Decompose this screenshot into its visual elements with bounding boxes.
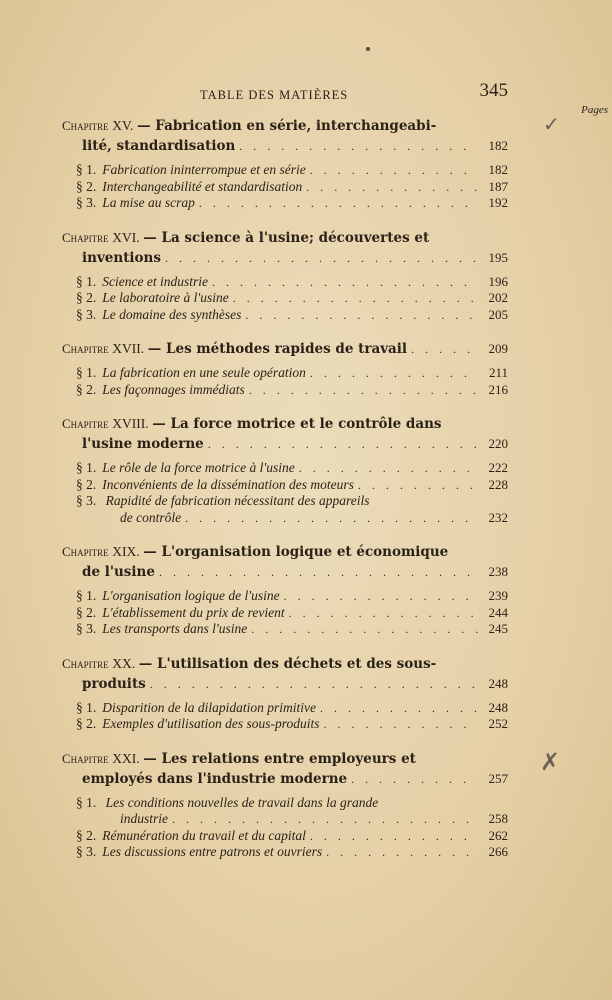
- chapter-entry: [62, 116, 508, 212]
- section-title: Le domaine des synthèses: [102, 306, 242, 322]
- section-entry: [76, 588, 508, 605]
- chapter-title-continued: produits: [82, 675, 146, 692]
- chapter-heading-line: [62, 136, 508, 156]
- section-page: 239: [488, 588, 508, 603]
- leader-dots: [159, 562, 478, 582]
- page-number: 345: [479, 80, 508, 101]
- section-list: [62, 162, 508, 212]
- leader-dots: [249, 382, 478, 399]
- section-entry: [76, 274, 508, 291]
- section-page: 245: [488, 621, 508, 636]
- section-title: Fabrication ininterrompue et en série: [102, 162, 306, 177]
- section-mark: § 3.: [76, 844, 97, 859]
- leader-dots: [358, 477, 478, 494]
- chapter-heading: [62, 228, 508, 268]
- pages-column-label: Pages: [581, 104, 608, 116]
- chapter-number: XX.: [112, 655, 136, 671]
- section-title: Rémunération du travail et du capital: [102, 827, 306, 843]
- chapter-prefix: Chapitre: [62, 341, 109, 356]
- section-mark: § 2.: [76, 716, 97, 731]
- chapter-heading-line: [62, 769, 508, 789]
- section-title: La mise au scrap: [102, 195, 195, 210]
- chapter-title: — La force motrice et le contrôle dans: [152, 416, 442, 432]
- leader-dots: [310, 162, 478, 179]
- section-mark: § 1.: [76, 162, 97, 177]
- leader-dots: [212, 274, 478, 291]
- chapter-heading: [62, 116, 508, 156]
- chapter-title: — Les méthodes rapides de travail: [147, 341, 408, 357]
- chapter-prefix: Chapitre: [62, 544, 109, 559]
- leader-dots: [251, 621, 478, 638]
- section-title: L'établissement du prix de revient: [102, 604, 285, 620]
- chapter-title-continued: de l'usine: [82, 564, 155, 580]
- chapter-heading: [62, 654, 508, 694]
- pencil-check-mark: ✓: [543, 112, 560, 136]
- chapter-prefix: Chapitre: [62, 655, 109, 671]
- chapter-number: XV.: [112, 118, 134, 133]
- chapter-entry: [62, 228, 508, 324]
- section-list: [62, 700, 508, 733]
- chapter-title-continued: employés dans l'industrie moderne: [82, 770, 348, 787]
- chapter-heading-line: [62, 414, 508, 434]
- chapter-page: 220: [488, 436, 508, 451]
- section-title: Les façonnages immédiats: [102, 381, 245, 397]
- section-page: 258: [488, 811, 508, 826]
- chapter-page: 182: [488, 138, 508, 153]
- section-entry: [76, 700, 508, 717]
- section-mark: § 1.: [76, 365, 97, 380]
- leader-dots: [150, 674, 478, 694]
- leader-dots: [306, 179, 478, 196]
- chapter-number: XIX.: [112, 544, 140, 559]
- section-title: Exemples d'utilisation des sous-produits: [102, 716, 320, 731]
- section-entry: [76, 493, 508, 526]
- section-page: 202: [488, 290, 508, 305]
- section-title: Le laboratoire à l'usine: [102, 290, 229, 305]
- chapter-title-continued: inventions: [82, 249, 161, 266]
- section-page: 232: [488, 509, 508, 525]
- leader-dots: [289, 605, 478, 622]
- leader-dots: [199, 195, 478, 212]
- running-title: TABLE DES MATIÈRES: [200, 88, 349, 102]
- section-line: [76, 811, 508, 828]
- chapter-entry: [62, 749, 508, 861]
- chapter-page: 195: [488, 249, 508, 265]
- section-mark: § 3.: [76, 195, 97, 210]
- section-title-continued: industrie: [120, 811, 169, 826]
- section-page: 187: [488, 178, 508, 194]
- chapter-prefix: Chapitre: [62, 118, 109, 133]
- section-entry: [76, 307, 508, 324]
- chapter-number: XVI.: [112, 229, 140, 245]
- chapter-title: — L'organisation logique et économique: [143, 544, 449, 560]
- section-title: Le rôle de la force motrice à l'usine: [102, 460, 295, 475]
- section-entry: [76, 179, 508, 196]
- chapter-page: 209: [488, 341, 508, 356]
- section-entry: [76, 795, 508, 828]
- section-entry: [76, 195, 508, 212]
- leader-dots: [233, 290, 478, 307]
- chapter-title: — La science à l'usine; découvertes et: [143, 229, 430, 246]
- section-mark: § 2.: [76, 476, 97, 492]
- chapter-heading: [62, 542, 508, 582]
- chapter-heading-line: [62, 434, 508, 454]
- chapter-heading: [62, 414, 508, 454]
- chapter-title-continued: l'usine moderne: [82, 436, 204, 452]
- leader-dots: [320, 700, 478, 717]
- chapter-number: XVIII.: [112, 416, 149, 431]
- table-of-contents: [62, 116, 508, 877]
- section-mark: § 2.: [76, 827, 97, 843]
- section-entry: [76, 605, 508, 622]
- chapter-heading-line: [62, 749, 508, 769]
- chapter-heading-line: [62, 674, 508, 694]
- section-list: [62, 274, 508, 324]
- section-page: 192: [488, 195, 508, 210]
- leader-dots: [239, 136, 478, 156]
- chapter-entry: [62, 654, 508, 733]
- section-page: 266: [488, 844, 508, 859]
- section-mark: § 1.: [76, 794, 97, 810]
- leader-dots: [326, 844, 478, 861]
- section-entry: [76, 828, 508, 845]
- pencil-cross-mark: ✗: [540, 748, 561, 776]
- section-title: Les conditions nouvelles de travail dans la grande: [105, 794, 379, 810]
- leader-dots: [411, 339, 478, 359]
- section-page: 196: [488, 273, 508, 289]
- section-entry: [76, 382, 508, 399]
- leader-dots: [310, 365, 478, 382]
- chapter-heading-line: [62, 339, 508, 359]
- leader-dots: [351, 769, 478, 789]
- chapter-heading: [62, 749, 508, 789]
- leader-dots: [299, 460, 478, 477]
- section-title: Science et industrie: [102, 273, 208, 289]
- leader-dots: [245, 307, 478, 324]
- section-mark: § 2.: [76, 604, 97, 620]
- chapter-page: 257: [488, 770, 508, 786]
- section-mark: § 3.: [76, 493, 97, 508]
- section-line: [76, 795, 508, 812]
- section-mark: § 1.: [76, 460, 97, 475]
- section-page: 205: [488, 306, 508, 322]
- section-entry: [76, 477, 508, 494]
- chapter-title: — L'utilisation des déchets et des sous-: [138, 655, 437, 672]
- leader-dots: [208, 434, 478, 454]
- section-entry: [76, 844, 508, 861]
- section-page: 211: [488, 365, 508, 380]
- chapter-heading-line: [62, 654, 508, 674]
- section-page: 216: [488, 381, 508, 397]
- section-page: 248: [488, 699, 508, 715]
- section-title: Disparition de la dilapidation primitive: [102, 699, 316, 715]
- section-entry: [76, 716, 508, 733]
- section-mark: § 3.: [76, 306, 97, 322]
- chapter-prefix: Chapitre: [62, 416, 109, 431]
- chapter-page: 248: [488, 675, 508, 691]
- section-mark: § 1.: [76, 273, 97, 289]
- section-page: 222: [488, 460, 508, 475]
- chapter-prefix: Chapitre: [62, 229, 109, 245]
- section-title: Les discussions entre patrons et ouvriers: [102, 844, 323, 859]
- section-mark: § 1.: [76, 699, 97, 715]
- section-title: Rapidité de fabrication nécessitant des appareils: [105, 493, 370, 508]
- ink-speck: [366, 47, 370, 51]
- chapter-title: — Fabrication en série, interchangeabi-: [137, 118, 437, 134]
- section-list: [62, 588, 508, 638]
- chapter-number: XVII.: [112, 341, 145, 356]
- section-title: Inconvénients de la dissémination des moteurs: [102, 476, 354, 492]
- section-title: Interchangeabilité et standardisation: [102, 178, 303, 194]
- section-entry: [76, 162, 508, 179]
- chapter-title: — Les relations entre employeurs et: [143, 750, 416, 767]
- leader-dots: [310, 828, 478, 845]
- leader-dots: [172, 811, 478, 828]
- section-line: [76, 510, 508, 527]
- chapter-entry: [62, 542, 508, 638]
- section-page: 252: [488, 716, 508, 731]
- chapter-prefix: Chapitre: [62, 750, 109, 766]
- section-title: Les transports dans l'usine: [102, 621, 248, 636]
- leader-dots: [165, 248, 478, 268]
- section-mark: § 2.: [76, 290, 97, 305]
- section-mark: § 1.: [76, 588, 97, 603]
- section-line: [76, 493, 508, 510]
- section-mark: § 2.: [76, 381, 97, 397]
- section-list: [62, 365, 508, 398]
- chapter-heading-line: [62, 228, 508, 248]
- leader-dots: [324, 716, 478, 733]
- section-page: 182: [488, 162, 508, 177]
- chapter-page: 238: [488, 564, 508, 579]
- section-entry: [76, 460, 508, 477]
- page-header: [62, 80, 508, 110]
- section-page: 228: [488, 476, 508, 492]
- section-page: 244: [488, 604, 508, 620]
- chapter-heading-line: [62, 562, 508, 582]
- leader-dots: [185, 510, 478, 527]
- section-mark: § 2.: [76, 178, 97, 194]
- chapter-entry: [62, 339, 508, 398]
- section-title: La fabrication en une seule opération: [102, 365, 306, 380]
- section-mark: § 3.: [76, 621, 97, 636]
- section-title: L'organisation logique de l'usine: [102, 588, 280, 603]
- chapter-heading-line: [62, 248, 508, 268]
- section-list: [62, 795, 508, 861]
- chapter-number: XXI.: [112, 750, 140, 766]
- section-entry: [76, 621, 508, 638]
- section-page: 262: [488, 827, 508, 843]
- chapter-heading-line: [62, 542, 508, 562]
- chapter-title-continued: lité, standardisation: [82, 138, 236, 154]
- chapter-entry: [62, 414, 508, 526]
- chapter-heading-line: [62, 116, 508, 136]
- section-entry: [76, 365, 508, 382]
- section-entry: [76, 290, 508, 307]
- section-list: [62, 460, 508, 526]
- section-title-continued: de contrôle: [120, 509, 182, 525]
- leader-dots: [284, 588, 478, 605]
- chapter-heading: [62, 339, 508, 359]
